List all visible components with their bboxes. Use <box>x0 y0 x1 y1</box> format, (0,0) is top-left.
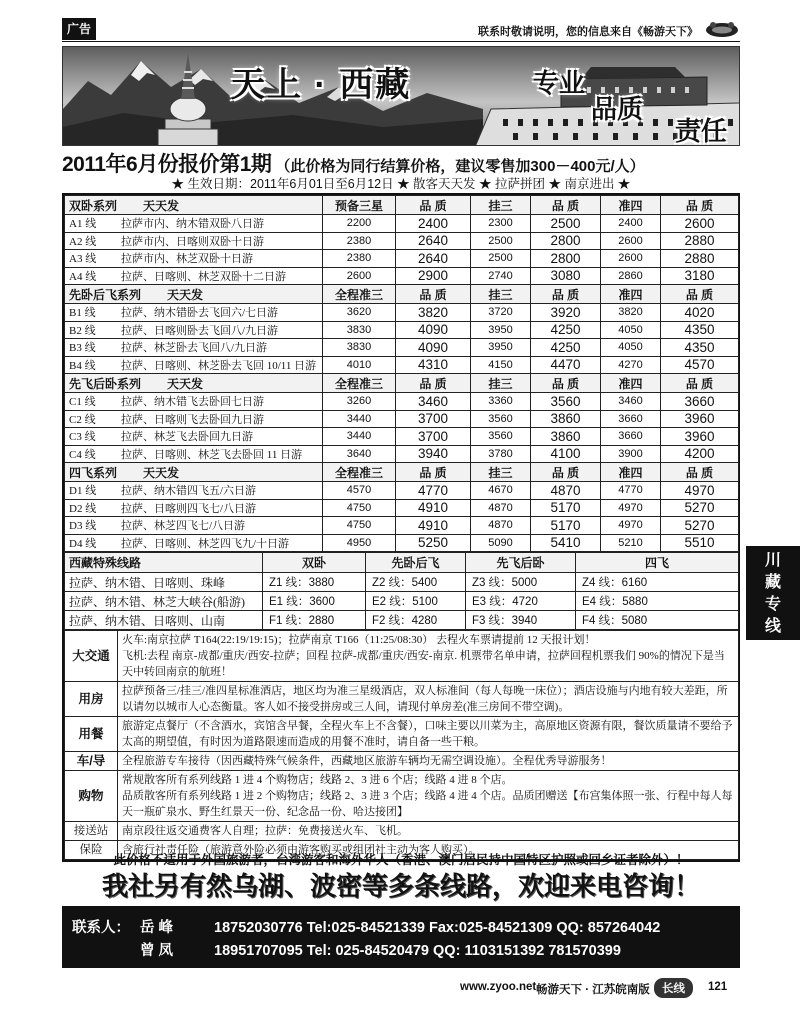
column-header: 品 质 <box>396 285 471 304</box>
column-header: 双卧 <box>263 553 366 573</box>
table-row <box>65 534 739 552</box>
route-name: 拉萨、日喀则、林芝双卧十二日游 <box>121 270 286 283</box>
price-cell: 4970 <box>601 499 661 517</box>
price-cell: 3780 <box>471 445 531 463</box>
series-frequency: 天天发 <box>143 198 180 213</box>
note-label: 用房 <box>65 682 118 717</box>
price-cell: 2600 <box>601 232 661 250</box>
column-header: 预备三星 <box>323 196 396 215</box>
headline-main: 2011年6月份报价第1期 <box>62 153 272 176</box>
route-code: A2 线 <box>69 235 97 248</box>
column-header: 品 质 <box>531 463 601 482</box>
note-line: 火车:南京拉萨 T164(22:19/19:15)；拉萨南京 T166（11:25/08:30） 去程火车票请提前 12 天报计划！ <box>122 634 596 646</box>
price-cell: 2740 <box>471 267 531 285</box>
note-row <box>65 631 739 682</box>
price-table <box>64 195 739 552</box>
price-cell: 4950 <box>323 534 396 552</box>
table-row <box>65 611 739 630</box>
price-cell: 3720 <box>471 304 531 322</box>
price-cell: 4150 <box>471 356 531 374</box>
special-header-row <box>65 553 739 573</box>
price-cell: Z3 线：5000 <box>466 573 576 592</box>
price-cell: 4200 <box>661 445 739 463</box>
route-cell <box>65 339 323 357</box>
price-cell: 2880 <box>661 232 739 250</box>
note-label: 购物 <box>65 771 118 822</box>
column-header: 先卧后飞 <box>366 553 466 573</box>
series-name: 双卧系列 <box>69 198 118 213</box>
price-cell: 3950 <box>471 339 531 357</box>
price-cell: 3820 <box>601 304 661 322</box>
price-cell: E2 线：5100 <box>366 592 466 611</box>
price-cell: E4 线：5880 <box>576 592 739 611</box>
banner <box>62 46 740 146</box>
column-header: 品 质 <box>661 463 739 482</box>
table-row <box>65 482 739 500</box>
price-cell: 4350 <box>661 339 739 357</box>
price-cell: 3560 <box>471 410 531 428</box>
price-cell: 4050 <box>601 321 661 339</box>
route-code: A4 线 <box>69 270 97 283</box>
column-header: 准四 <box>601 374 661 393</box>
series-header-row <box>65 285 739 304</box>
price-cell: 3860 <box>531 428 601 446</box>
note-label: 大交通 <box>65 631 118 682</box>
route-cell <box>65 499 323 517</box>
route-cell <box>65 445 323 463</box>
price-cell: 2600 <box>661 215 739 233</box>
column-header: 准四 <box>601 196 661 215</box>
price-cell: F1 线：2880 <box>263 611 366 630</box>
column-header: 品 质 <box>396 463 471 482</box>
column-header: 品 质 <box>531 196 601 215</box>
route-cell <box>65 267 323 285</box>
price-cell: 3960 <box>661 428 739 446</box>
table-row <box>65 215 739 233</box>
column-header: 品 质 <box>531 285 601 304</box>
price-cell: 2400 <box>396 215 471 233</box>
price-cell: 4270 <box>601 356 661 374</box>
footer-publication: 畅游天下 · 江苏皖南版 <box>536 984 650 996</box>
special-title: 西藏特殊线路 <box>65 553 263 573</box>
route-cell <box>65 534 323 552</box>
price-cell: 2800 <box>531 232 601 250</box>
price-cell: 2860 <box>601 267 661 285</box>
series-name: 先卧后飞系列 <box>69 287 142 302</box>
table-row <box>65 573 739 592</box>
price-cell: 5250 <box>396 534 471 552</box>
price-cell: 4090 <box>396 339 471 357</box>
series-name: 先飞后卧系列 <box>69 376 142 391</box>
route-code: B3 线 <box>69 342 96 355</box>
table-row <box>65 428 739 446</box>
price-cell: 4570 <box>661 356 739 374</box>
contact-name: 岳 峰 <box>140 920 174 936</box>
price-cell: 5090 <box>471 534 531 552</box>
price-cell: 4970 <box>661 482 739 500</box>
price-cell: 4100 <box>531 445 601 463</box>
price-cell: 4470 <box>531 356 601 374</box>
banner-title: 天上 · 西藏 <box>231 66 412 104</box>
table-row <box>65 410 739 428</box>
price-cell: 3460 <box>601 393 661 411</box>
contact-line <box>72 939 621 960</box>
column-header: 挂三 <box>471 285 531 304</box>
contact-details: 18752030776 Tel:025-84521339 Fax:025-84521309 QQ: 857264042 <box>214 920 661 936</box>
table-row <box>65 445 739 463</box>
series-header-row <box>65 374 739 393</box>
price-cell: 5270 <box>661 499 739 517</box>
price-cell: 4750 <box>323 517 396 535</box>
price-list <box>62 193 740 862</box>
table-row <box>65 267 739 285</box>
note-content <box>118 752 739 771</box>
route-name: 拉萨、日喀则四飞七/八日游 <box>121 502 257 515</box>
price-cell: 2500 <box>471 232 531 250</box>
source-note: 联系时敬请说明，您的信息来自《畅游天下》 <box>478 26 698 38</box>
route-code: B4 线 <box>69 359 96 372</box>
route-cell <box>65 321 323 339</box>
route-cell <box>65 410 323 428</box>
route-code: A1 线 <box>69 218 97 231</box>
table-row <box>65 232 739 250</box>
price-cell: 4010 <box>323 356 396 374</box>
route-code: D1 线 <box>69 485 97 498</box>
note-content <box>118 771 739 822</box>
price-cell: 3700 <box>396 428 471 446</box>
note-content <box>118 717 739 752</box>
price-cell: 2380 <box>323 250 396 268</box>
note-content <box>118 631 739 682</box>
ad-label: 广告 <box>62 18 96 40</box>
price-cell: Z1 线：3880 <box>263 573 366 592</box>
disclaimer: 此价格不适用于外国旅游者，台湾游客和海外华人（香港、澳门居民持中国特区护照或回乡证者除外）！ <box>113 853 689 867</box>
route-name: 拉萨市内、纳木错双卧八日游 <box>121 218 264 231</box>
route-name: 拉萨、林芝四飞七/八日游 <box>121 520 246 533</box>
note-line: 全程旅游专车接待（因西藏特殊气候条件，西藏地区旅游车辆均无需空调设施）。全程优秀导游服务！ <box>122 755 612 767</box>
service-notes-table <box>64 630 739 860</box>
route-cell <box>65 215 323 233</box>
note-row <box>65 822 739 841</box>
price-cell: 3820 <box>396 304 471 322</box>
route-cell <box>65 393 323 411</box>
special-routes-table <box>64 552 739 630</box>
route-code: A3 线 <box>69 253 97 266</box>
price-cell: 5510 <box>661 534 739 552</box>
price-cell: 4870 <box>471 517 531 535</box>
price-cell: 2500 <box>471 250 531 268</box>
contact-box <box>62 906 740 968</box>
note-line: 常规散客所有系列线路 1 进 4 个购物店；线路 2、3 进 6 个店；线路 4 进 8 个店。 <box>122 774 513 786</box>
price-cell: 2800 <box>531 250 601 268</box>
price-cell: 5170 <box>531 499 601 517</box>
price-cell: F2 线：4280 <box>366 611 466 630</box>
route-cell <box>65 232 323 250</box>
route-name: 拉萨、纳木错卧去飞回六/七日游 <box>121 307 279 320</box>
price-cell: 2400 <box>601 215 661 233</box>
price-cell: 2880 <box>661 250 739 268</box>
note-line: 旅游定点餐厅（不含酒水，宾馆含早餐，全程火车上不含餐），口味主要以川菜为主，高原地区资源有限，餐饮质量请不要给予太高的期望值，有时因为道路限速而造成的用餐不准时，请自备一些干粮。 <box>122 720 733 748</box>
route-name: 拉萨、林芝飞去卧回九日游 <box>121 431 253 444</box>
column-header: 全程准三 <box>323 374 396 393</box>
route-name: 拉萨、纳木错、林芝大峡谷(船游) <box>65 592 263 611</box>
note-line: 南京段往返交通费客人自理；拉萨：免费接送火车、飞机。 <box>122 825 408 837</box>
price-cell: 3560 <box>471 428 531 446</box>
price-cell: 5210 <box>601 534 661 552</box>
column-header: 四飞 <box>576 553 739 573</box>
contact-name: 曾 凤 <box>140 943 174 959</box>
route-code: C1 线 <box>69 396 96 409</box>
side-tab-label: 川藏专线 <box>764 552 781 635</box>
note-content <box>118 682 739 717</box>
note-line: 品质散客所有系列线路 1 进 2 个购物店；线路 2、3 进 3 个店；线路 4 进 4 个店。品质团赠送【布宫集体照一张、行程中每人每天一瓶矿泉水、野生红景天一份、纪念品一份、哈达接团】 <box>122 790 733 818</box>
route-code: D3 线 <box>69 520 97 533</box>
table-row <box>65 250 739 268</box>
price-cell: 4050 <box>601 339 661 357</box>
price-cell: 2500 <box>531 215 601 233</box>
price-cell: 4770 <box>601 482 661 500</box>
validity-subtitle: ★ 生效日期：2011年6月01日至6月12日 ★ 散客天天发 ★ 拉萨拼团 ★ 南京进出 ★ <box>171 177 631 191</box>
note-label: 接送站 <box>65 822 118 841</box>
series-name: 四飞系列 <box>69 465 118 480</box>
column-header: 挂三 <box>471 196 531 215</box>
series-frequency: 天天发 <box>167 376 204 391</box>
series-header-row <box>65 463 739 482</box>
column-header: 品 质 <box>531 374 601 393</box>
route-code: B1 线 <box>69 307 96 320</box>
route-name: 拉萨、日喀则飞去卧回九日游 <box>121 413 264 426</box>
price-cell: 5170 <box>531 517 601 535</box>
table-row <box>65 356 739 374</box>
note-line: 含旅行社责任险（旅游意外险必须由游客购买或组团社主动为客人购买）。 <box>122 844 480 856</box>
route-cell <box>65 356 323 374</box>
column-header: 品 质 <box>396 196 471 215</box>
column-header: 先飞后卧 <box>466 553 576 573</box>
column-header: 挂三 <box>471 463 531 482</box>
price-cell: 3640 <box>323 445 396 463</box>
price-cell: 4350 <box>661 321 739 339</box>
price-cell: 3660 <box>601 428 661 446</box>
route-name: 拉萨、纳木错、日喀则、山南 <box>65 611 263 630</box>
price-cell: 3830 <box>323 321 396 339</box>
route-code: C3 线 <box>69 431 96 444</box>
series-header-cell <box>65 196 323 215</box>
note-row <box>65 752 739 771</box>
price-cell: Z4 线：6160 <box>576 573 739 592</box>
headline-note: （此价格为同行结算价格，建议零售加300－400元/人） <box>275 158 645 175</box>
price-cell: F4 线：5080 <box>576 611 739 630</box>
publication-logo-icon <box>704 19 740 39</box>
price-cell: 4020 <box>661 304 739 322</box>
price-cell: 3660 <box>601 410 661 428</box>
route-code: C4 线 <box>69 448 96 461</box>
route-code: D4 线 <box>69 537 97 550</box>
table-row <box>65 499 739 517</box>
column-header: 准四 <box>601 463 661 482</box>
route-name: 拉萨、日喀则、林芝卧去飞回 10/11 日游 <box>121 359 317 372</box>
price-cell: 3900 <box>601 445 661 463</box>
footer-section-badge: 长线 <box>654 978 693 998</box>
price-cell: 4750 <box>323 499 396 517</box>
series-frequency: 天天发 <box>167 287 204 302</box>
route-cell <box>65 517 323 535</box>
price-cell: 5410 <box>531 534 601 552</box>
route-cell <box>65 482 323 500</box>
route-code: D2 线 <box>69 502 97 515</box>
series-frequency: 天天发 <box>143 465 180 480</box>
price-cell: 4250 <box>531 321 601 339</box>
price-cell: 3080 <box>531 267 601 285</box>
note-row <box>65 682 739 717</box>
contact-details: 18951707095 Tel: 025-84520479 QQ: 1103151392 781570399 <box>214 943 621 959</box>
price-cell: 3620 <box>323 304 396 322</box>
price-cell: 2200 <box>323 215 396 233</box>
column-header: 品 质 <box>661 196 739 215</box>
price-cell: 4670 <box>471 482 531 500</box>
price-cell: 3460 <box>396 393 471 411</box>
route-cell <box>65 428 323 446</box>
page-footer <box>420 978 740 1000</box>
column-header: 品 质 <box>661 285 739 304</box>
price-cell: 3950 <box>471 321 531 339</box>
banner-word-responsibility: 责任 <box>675 116 728 146</box>
price-cell: F3 线：3940 <box>466 611 576 630</box>
price-cell: 3560 <box>531 393 601 411</box>
column-header: 准四 <box>601 285 661 304</box>
footer-url: www.zyoo.net <box>460 981 537 993</box>
table-row <box>65 321 739 339</box>
price-cell: 4870 <box>471 499 531 517</box>
note-label: 保险 <box>65 841 118 860</box>
note-line: 飞机:去程 南京-成都/重庆/西安-拉萨；回程 拉萨-成都/重庆/西安-南京. 机票带名单申请，拉萨回程机票我们 90%的情况下是当天中转回南京的航班！ <box>122 650 725 678</box>
price-cell: 4770 <box>396 482 471 500</box>
contact-line <box>72 916 660 937</box>
route-code: C2 线 <box>69 413 96 426</box>
price-cell: 4570 <box>323 482 396 500</box>
price-cell: E3 线：4720 <box>466 592 576 611</box>
route-cell <box>65 304 323 322</box>
table-row <box>65 517 739 535</box>
note-row <box>65 771 739 822</box>
price-cell: 3860 <box>531 410 601 428</box>
column-header: 品 质 <box>396 374 471 393</box>
route-name: 拉萨市内、林芝双卧十日游 <box>121 253 253 266</box>
note-label: 车/导 <box>65 752 118 771</box>
price-cell: 4090 <box>396 321 471 339</box>
table-row <box>65 393 739 411</box>
price-cell: 4250 <box>531 339 601 357</box>
series-header-row <box>65 196 739 215</box>
note-label: 用餐 <box>65 717 118 752</box>
route-cell <box>65 250 323 268</box>
price-cell: 5270 <box>661 517 739 535</box>
banner-word-quality: 品质 <box>591 94 644 124</box>
price-cell: 2380 <box>323 232 396 250</box>
price-cell: 4970 <box>601 517 661 535</box>
price-cell: 2600 <box>601 250 661 268</box>
price-cell: 3700 <box>396 410 471 428</box>
route-name: 拉萨、日喀则卧去飞回八/九日游 <box>121 324 279 337</box>
route-name: 拉萨、日喀则、林芝飞去卧回 11 日游 <box>121 448 303 461</box>
route-name: 拉萨、林芝卧去飞回八/九日游 <box>121 342 268 355</box>
route-name: 拉萨、纳木错飞去卧回七日游 <box>121 396 264 409</box>
price-cell: 3360 <box>471 393 531 411</box>
series-header-cell <box>65 463 323 482</box>
note-row <box>65 717 739 752</box>
route-name: 拉萨、日喀则、林芝四飞九/十日游 <box>121 537 290 550</box>
price-cell: 2600 <box>323 267 396 285</box>
price-cell: 3180 <box>661 267 739 285</box>
price-cell: 2900 <box>396 267 471 285</box>
price-cell: Z2 线：5400 <box>366 573 466 592</box>
note-content <box>118 822 739 841</box>
price-cell: 4310 <box>396 356 471 374</box>
column-header: 挂三 <box>471 374 531 393</box>
note-line: 拉萨预备三/挂三/准四星标准酒店，地区均为准三星级酒店，双人标准间（每人每晚一床位）；酒店设施与内地有较大差距，所以请勿以城市人心态衡量。客人如不接受拼房或三人间，请现付单房差(准三房间不带空调)。 <box>122 685 728 713</box>
side-section-tab <box>746 546 800 640</box>
price-cell: 3940 <box>396 445 471 463</box>
price-cell: 4910 <box>396 517 471 535</box>
column-header: 全程准三 <box>323 463 396 482</box>
banner-word-professional: 专业 <box>533 68 586 98</box>
table-row <box>65 592 739 611</box>
price-cell: 2300 <box>471 215 531 233</box>
price-cell: 3440 <box>323 410 396 428</box>
series-header-cell <box>65 374 323 393</box>
price-cell: 3660 <box>661 393 739 411</box>
route-code: B2 线 <box>69 324 96 337</box>
price-cell: 3920 <box>531 304 601 322</box>
route-name: 拉萨市内、日喀则双卧十日游 <box>121 235 264 248</box>
route-name: 拉萨、纳木错四飞五/六日游 <box>121 485 257 498</box>
top-bar <box>62 18 740 42</box>
promo-slogan: 我社另有然乌湖、波密等多条线路，欢迎来电咨询！ <box>101 871 700 901</box>
table-row <box>65 304 739 322</box>
table-row <box>65 339 739 357</box>
price-cell: 2640 <box>396 232 471 250</box>
price-cell: 3260 <box>323 393 396 411</box>
headline <box>62 148 752 174</box>
price-cell: 3960 <box>661 410 739 428</box>
price-cell: 2640 <box>396 250 471 268</box>
price-cell: 3440 <box>323 428 396 446</box>
page-number: 121 <box>708 981 728 993</box>
route-name: 拉萨、纳木错、日喀则、珠峰 <box>65 573 263 592</box>
price-cell: E1 线：3600 <box>263 592 366 611</box>
contact-label: 联系人： <box>72 920 130 936</box>
column-header: 品 质 <box>661 374 739 393</box>
series-header-cell <box>65 285 323 304</box>
price-cell: 4910 <box>396 499 471 517</box>
column-header: 全程准三 <box>323 285 396 304</box>
price-cell: 4870 <box>531 482 601 500</box>
price-cell: 3830 <box>323 339 396 357</box>
